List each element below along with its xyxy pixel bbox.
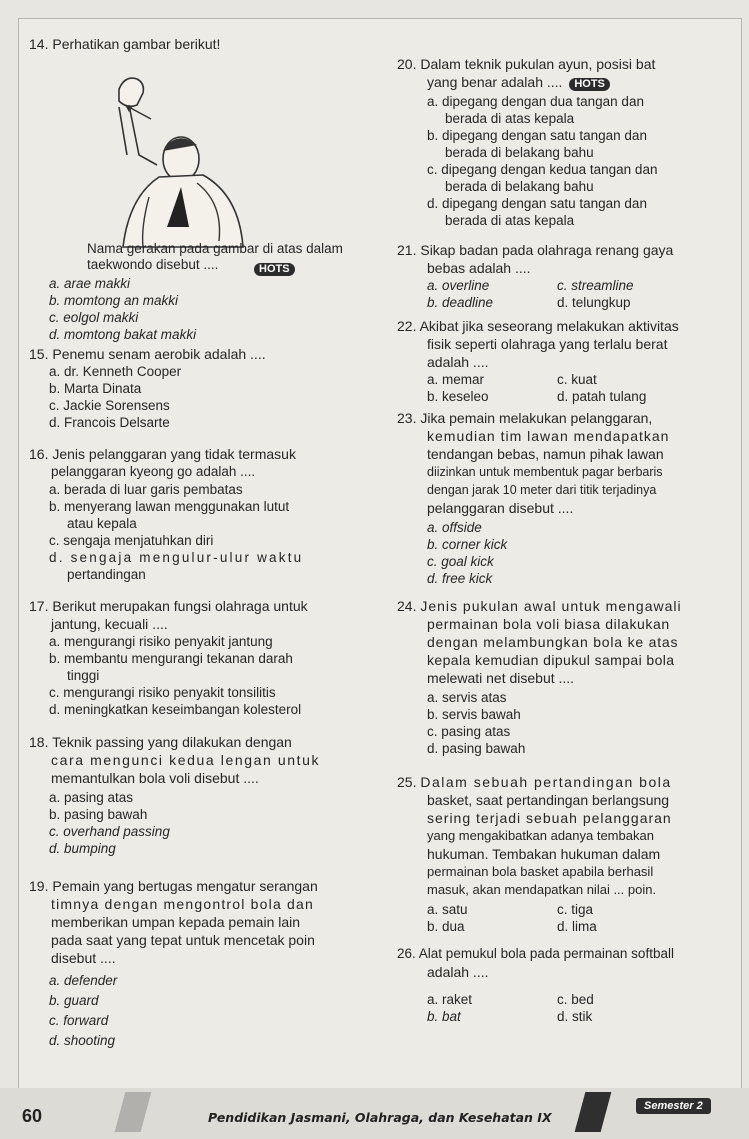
q24-option-d[interactable]: d. pasing bawah <box>427 741 526 756</box>
q23-option-b[interactable]: b. corner kick <box>427 537 508 552</box>
q16-options <box>49 481 303 583</box>
q24-stem-line2: permainan bola voli biasa dilakukan <box>427 616 670 632</box>
q25-option-a[interactable]: a. satu <box>427 902 468 917</box>
q17-option-a[interactable]: a. mengurangi risiko penyakit jantung <box>49 634 273 649</box>
q24-option-b[interactable]: b. servis bawah <box>427 707 521 722</box>
q24-stem-line1: Jenis pukulan awal untuk mengawali <box>420 598 682 614</box>
q20-option-b-cont: berada di belakang bahu <box>445 145 594 160</box>
q18-stem-line1: Teknik passing yang dilakukan dengan <box>52 734 292 750</box>
q21-option-b[interactable]: b. deadline <box>427 295 494 310</box>
q21 <box>397 241 731 277</box>
q26-option-c[interactable]: c. bed <box>557 992 594 1007</box>
q15-option-a[interactable]: a. dr. Kenneth Cooper <box>49 364 182 379</box>
taekwondo-figure <box>89 57 273 267</box>
q20-option-a-cont: berada di atas kepala <box>445 111 575 126</box>
q17-stem-line2: jantung, kecuali .... <box>51 616 168 632</box>
q25-options <box>427 901 717 935</box>
q23-stem-line4: diizinkan untuk membentuk pagar berbaris <box>427 465 663 479</box>
q23-stem-line5: dengan jarak 10 meter dari titik terjadinya <box>427 483 657 497</box>
q21-option-a[interactable]: a. overline <box>427 278 490 293</box>
footer-stripe <box>115 1092 152 1132</box>
q16-option-b[interactable]: b. menyerang lawan menggunakan lutut <box>49 499 290 514</box>
q26-option-d[interactable]: d. stik <box>557 1009 593 1024</box>
q19-stem-line4: pada saat yang tepat untuk mencetak poin <box>51 932 315 948</box>
q16-option-d[interactable]: d. sengaja mengulur-ulur waktu <box>49 550 304 565</box>
q25-option-c[interactable]: c. tiga <box>557 902 594 917</box>
q24-number: 24. <box>397 598 417 614</box>
q24-stem-line3: dengan melambungkan bola ke atas <box>427 634 679 650</box>
q22-option-c[interactable]: c. kuat <box>557 372 597 387</box>
q16-stem-line1: Jenis pelanggaran yang tidak termasuk <box>52 446 296 462</box>
q20-option-c[interactable]: c. dipegang dengan kedua tangan dan <box>427 162 658 177</box>
q20 <box>397 55 731 91</box>
q25-stem-line4: yang mengakibatkan adanya tembakan <box>427 828 654 843</box>
q14-stem: Perhatikan gambar berikut! <box>52 36 221 52</box>
q22-stem-line1: Akibat jika seseorang melakukan aktivitas <box>419 318 679 334</box>
q26-options <box>427 991 717 1025</box>
q17-option-d[interactable]: d. meningkatkan keseimbangan kolesterol <box>49 702 302 717</box>
q24-options <box>427 689 525 757</box>
footer-stripe-dark <box>575 1092 612 1132</box>
q20-number: 20. <box>397 56 417 72</box>
q20-option-b[interactable]: b. dipegang dengan satu tangan dan <box>427 128 647 143</box>
q26-option-a[interactable]: a. raket <box>427 992 473 1007</box>
q17-options <box>49 633 301 718</box>
q18-option-b[interactable]: b. pasing bawah <box>49 807 148 822</box>
q19-option-c[interactable]: c. forward <box>49 1013 109 1028</box>
q21-option-d[interactable]: d. telungkup <box>557 295 631 310</box>
q19-option-d[interactable]: d. shooting <box>49 1033 116 1048</box>
q19-stem-line2: timnya dengan mengontrol bola dan <box>51 896 314 912</box>
q19-option-b[interactable]: b. guard <box>49 993 99 1008</box>
q26-option-b[interactable]: b. bat <box>427 1009 461 1024</box>
q19 <box>29 877 381 967</box>
q20-stem-line1: Dalam teknik pukulan ayun, posisi bat <box>420 56 656 72</box>
footer-book-title: Pendidikan Jasmani, Olahraga, dan Kesehatan IX <box>208 1110 552 1125</box>
q17-option-c[interactable]: c. mengurangi risiko penyakit tonsilitis <box>49 685 276 700</box>
q22-option-b[interactable]: b. keseleo <box>427 389 489 404</box>
q18-option-a[interactable]: a. pasing atas <box>49 790 134 805</box>
q26 <box>397 945 731 981</box>
q25-stem-line1: Dalam sebuah pertandingan bola <box>420 774 672 790</box>
q15-option-d[interactable]: d. Francois Delsarte <box>49 415 170 430</box>
q21-options <box>427 277 717 311</box>
q16-option-a[interactable]: a. berada di luar garis pembatas <box>49 482 243 497</box>
q19-options <box>49 971 117 1051</box>
q14-options <box>49 275 196 343</box>
q25-stem-line2: basket, saat pertandingan berlangsung <box>427 792 670 808</box>
q19-stem-line3: memberikan umpan kepada pemain lain <box>51 914 301 930</box>
q23 <box>397 409 731 517</box>
q24-stem-line4: kepala kemudian dipukul sampai bola <box>427 652 675 668</box>
q25-number: 25. <box>397 774 417 790</box>
q20-option-d[interactable]: d. dipegang dengan satu tangan dan <box>427 196 647 211</box>
semester-badge: Semester 2 <box>636 1098 711 1114</box>
q19-stem-line1: Pemain yang bertugas mengatur serangan <box>52 878 318 894</box>
q23-stem-line2: kemudian tim lawan mendapatkan <box>427 428 670 444</box>
q23-option-c[interactable]: c. goal kick <box>427 554 494 569</box>
q20-option-c-cont: berada di belakang bahu <box>445 179 594 194</box>
page-number: 60 <box>22 1106 43 1126</box>
q21-stem-line1: Sikap badan pada olahraga renang gaya <box>420 242 674 258</box>
q26-stem-line2: adalah .... <box>427 964 489 980</box>
q16-number: 16. <box>29 446 49 462</box>
q23-stem-line3: tendangan bebas, namun pihak lawan <box>427 446 664 462</box>
q18-stem-line3: memantulkan bola voli disebut .... <box>51 770 259 786</box>
q21-number: 21. <box>397 242 417 258</box>
q15-option-c[interactable]: c. Jackie Sorensens <box>49 398 170 413</box>
q20-hots-badge: HOTS <box>569 78 610 91</box>
q14-number: 14. <box>29 36 49 52</box>
q14-hots-badge: HOTS <box>251 259 295 277</box>
q14-option-d[interactable]: d. momtong bakat makki <box>49 327 197 342</box>
q23-option-a[interactable]: a. offside <box>427 520 482 535</box>
q25-stem-line3: sering terjadi sebuah pelanggaran <box>427 810 672 826</box>
q17-stem-line1: Berikut merupakan fungsi olahraga untuk <box>52 598 308 614</box>
q15-options <box>49 363 181 431</box>
q25-stem-line6: permainan bola basket apabila berhasil <box>427 864 654 879</box>
q22-number: 22. <box>397 318 417 334</box>
q24-option-a[interactable]: a. servis atas <box>427 690 507 705</box>
q19-stem-line5: disebut .... <box>51 950 116 966</box>
q20-stem-line2: yang benar adalah .... <box>427 74 563 90</box>
q18-option-c[interactable]: c. overhand passing <box>49 824 170 839</box>
q20-option-d-cont: berada di atas kepala <box>445 213 575 228</box>
q22-option-d[interactable]: d. patah tulang <box>557 389 647 404</box>
q20-options <box>427 93 657 229</box>
q22 <box>397 317 731 371</box>
q24 <box>397 597 731 687</box>
q25-option-b[interactable]: b. dua <box>427 919 465 934</box>
q15-number: 15. <box>29 346 49 362</box>
q23-stem-line1: Jika pemain melakukan pelanggaran, <box>420 410 653 426</box>
q19-option-a[interactable]: a. defender <box>49 973 118 988</box>
q20-option-a[interactable]: a. dipegang dengan dua tangan dan <box>427 94 644 109</box>
q18-stem-line2: cara mengunci kedua lengan untuk <box>51 752 321 768</box>
q21-stem-line2: bebas adalah .... <box>427 260 531 276</box>
q26-number: 26. <box>397 946 416 961</box>
q14-option-b[interactable]: b. momtong an makki <box>49 293 179 308</box>
worksheet-page <box>18 18 742 1092</box>
q15-option-b[interactable]: b. Marta Dinata <box>49 381 142 396</box>
q15-stem: Penemu senam aerobik adalah .... <box>52 346 266 362</box>
q15 <box>29 345 266 363</box>
q18-number: 18. <box>29 734 49 750</box>
q17-number: 17. <box>29 598 49 614</box>
q17-option-b[interactable]: b. membantu mengurangi tekanan darah <box>49 651 293 666</box>
q23-option-d[interactable]: d. free kick <box>427 571 493 586</box>
q22-stem-line3: adalah .... <box>427 354 489 370</box>
q16-option-b-cont: atau kepala <box>67 516 137 531</box>
page-footer <box>0 1088 749 1139</box>
q24-stem-line5: melewati net disebut .... <box>427 670 575 686</box>
q23-number: 23. <box>397 410 417 426</box>
q18-option-d[interactable]: d. bumping <box>49 841 116 856</box>
q22-stem-line2: fisik seperti olahraga yang terlalu berat <box>427 336 668 352</box>
q16-stem-line2: pelanggaran kyeong go adalah .... <box>51 464 256 479</box>
q16-option-d-cont: pertandingan <box>67 567 146 582</box>
q16 <box>29 445 379 481</box>
q25-stem-line7: masuk, akan mendapatkan nilai ... poin. <box>427 882 657 897</box>
q24-option-c[interactable]: c. pasing atas <box>427 724 511 739</box>
q25-stem-line5: hukuman. Tembakan hukuman dalam <box>427 846 661 862</box>
q19-number: 19. <box>29 878 49 894</box>
q25 <box>397 773 731 899</box>
q14-option-a[interactable]: a. arae makki <box>49 276 131 291</box>
q17-option-b-cont: tinggi <box>67 668 100 683</box>
q14-heading <box>29 35 220 53</box>
q17 <box>29 597 379 633</box>
q23-options <box>427 519 507 587</box>
q14-stem2-text: Nama gerakan pada gambar di atas dalam taekwondo disebut .... <box>87 241 343 272</box>
q18 <box>29 733 379 787</box>
q23-stem-line6: pelanggaran disebut .... <box>427 500 574 516</box>
q25-option-d[interactable]: d. lima <box>557 919 597 934</box>
q21-option-c[interactable]: c. streamline <box>557 278 634 293</box>
q22-option-a[interactable]: a. memar <box>427 372 485 387</box>
q26-stem-line1: Alat pemukul bola pada permainan softball <box>418 946 674 961</box>
q22-options <box>427 371 717 405</box>
q14-stem2 <box>87 241 391 273</box>
q16-option-c[interactable]: c. sengaja menjatuhkan diri <box>49 533 214 548</box>
q14-option-c[interactable]: c. eolgol makki <box>49 310 139 325</box>
q18-options <box>49 789 170 857</box>
